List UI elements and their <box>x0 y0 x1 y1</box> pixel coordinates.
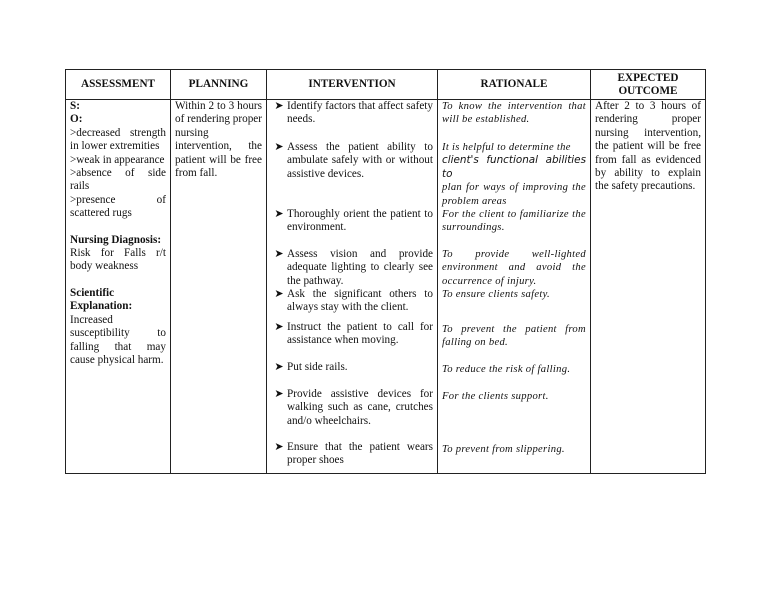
rationale-cell <box>438 100 591 474</box>
nursing-diagnosis-text: Risk for Falls r/t body weakness <box>70 247 166 273</box>
rationale-2-line-a: It is helpful to determine the <box>442 142 571 153</box>
planning-text: Within 2 to 3 hours of rendering proper nursing intervention, the patient will be free from fall. <box>175 100 262 180</box>
header-outcome-line1: EXPECTED <box>617 71 679 84</box>
intervention-text: Ensure that the patient wears proper shoes <box>287 441 433 467</box>
header-assessment: ASSESSMENT <box>66 70 171 100</box>
cue-1: >decreased strength in lower extremities <box>70 126 166 153</box>
intervention-cell <box>267 100 438 474</box>
rationale-5: To ensure clients safety. <box>442 289 550 300</box>
rationale-4: To provide well-lighted environment and avoid the occurrence of injury. <box>442 249 586 287</box>
nursing-diagnosis-label: Nursing Diagnosis: <box>70 233 162 246</box>
body-row <box>66 100 706 474</box>
cue-4: >presence of scattered rugs <box>70 193 166 220</box>
rationale-2-line-c: plan for ways of improving the problem areas <box>442 182 586 207</box>
cue-2: >weak in appearance <box>70 153 165 166</box>
arrow-bullet-icon: ➤ <box>274 248 284 260</box>
intervention-item <box>271 288 433 321</box>
scientific-explanation-text: Increased susceptibility to falling that may cause physical harm. <box>70 313 166 366</box>
arrow-bullet-icon: ➤ <box>274 100 284 112</box>
assessment-cell <box>66 100 171 474</box>
intervention-item <box>271 100 433 141</box>
header-planning: PLANNING <box>171 70 267 100</box>
rationale-2 <box>442 141 586 208</box>
rationale-1: To know the intervention that will be established. <box>442 101 586 126</box>
scientific-explanation-label: Scientific Explanation: <box>70 286 133 313</box>
arrow-bullet-icon: ➤ <box>274 388 284 400</box>
arrow-bullet-icon: ➤ <box>274 321 284 333</box>
intervention-item <box>271 361 433 388</box>
intervention-item <box>271 388 433 441</box>
arrow-bullet-icon: ➤ <box>274 288 284 300</box>
intervention-text: Instruct the patient to call for assistance when moving. <box>287 321 433 347</box>
intervention-text: Put side rails. <box>287 361 348 373</box>
intervention-text: Thoroughly orient the patient to environment. <box>287 208 433 234</box>
rationale-7: To reduce the risk of falling. <box>442 364 571 375</box>
rationale-8: For the clients support. <box>442 391 549 402</box>
intervention-item <box>271 141 433 208</box>
rationale-6: To prevent the patient from falling on bed. <box>442 324 586 349</box>
arrow-bullet-icon: ➤ <box>274 141 284 153</box>
intervention-text: Assess vision and provide adequate lighting to clearly see the pathway. <box>287 248 433 287</box>
header-outcome-line2: OUTCOME <box>618 84 678 97</box>
subjective-label: S: <box>70 100 80 112</box>
header-intervention: INTERVENTION <box>267 70 438 100</box>
objective-label: O: <box>70 113 83 126</box>
arrow-bullet-icon: ➤ <box>274 208 284 220</box>
expected-outcome-text: After 2 to 3 hours of rendering proper nursing intervention, the patient will be free from fall as evidenced by ability to explain the safety precautions. <box>595 100 701 193</box>
header-expected-outcome <box>591 70 706 100</box>
cue-3: >absence of side rails <box>70 167 166 193</box>
intervention-text: Assess the patient ability to ambulate safely with or without assistive devices. <box>287 141 433 180</box>
intervention-item <box>271 208 433 248</box>
intervention-item <box>271 441 433 468</box>
header-rationale: RATIONALE <box>438 70 591 100</box>
planning-cell <box>171 100 267 474</box>
intervention-text: Identify factors that affect safety needs. <box>287 100 433 126</box>
rationale-9: To prevent from slippering. <box>442 444 565 455</box>
intervention-text: Provide assistive devices for walking such as cane, crutches and/o wheelchairs. <box>287 388 433 427</box>
rationale-3: For the client to familiarize the surroundings. <box>442 209 586 234</box>
header-row <box>66 70 706 100</box>
intervention-item <box>271 248 433 288</box>
arrow-bullet-icon: ➤ <box>274 441 284 453</box>
intervention-text: Ask the significant others to always stay with the client. <box>287 288 433 314</box>
arrow-bullet-icon: ➤ <box>274 361 284 373</box>
intervention-item <box>271 321 433 361</box>
expected-outcome-cell <box>591 100 706 474</box>
rationale-2-line-b: client's functional abilities to <box>442 154 586 180</box>
nursing-care-plan-table <box>65 69 706 474</box>
